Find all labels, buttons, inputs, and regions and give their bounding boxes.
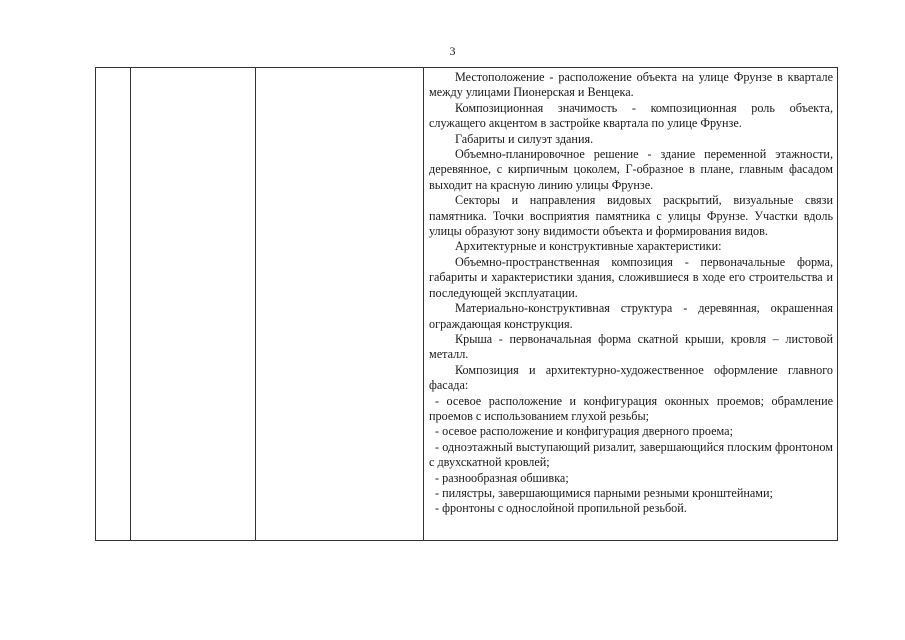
paragraph-material-structure: Материально-конструктивная структура - деревянная, окрашенная ограждающая конструкция.	[429, 301, 833, 331]
page-number: 3	[449, 44, 456, 58]
table-column-divider-3	[423, 68, 424, 540]
table-column-divider-1	[130, 68, 131, 540]
paragraph-view-sectors: Секторы и направления видовых раскрытий, визуальные связи памятника. Точки восприятия памятника с улицы Фрунзе. Участки вдоль улицы образуют зону видимости объекта и формирования видов.	[429, 193, 833, 239]
paragraph-dimensions: Габариты и силуэт здания.	[455, 131, 594, 146]
list-item: - одноэтажный выступающий ризалит, завершающийся плоским фронтоном с двухскатной кровлей;	[429, 439, 833, 470]
document-table	[95, 67, 838, 541]
list-item: - разнообразная обшивка;	[435, 470, 569, 485]
description-cell	[429, 70, 833, 517]
list-item: - фронтоны с однослойной пропильной резьбой.	[435, 501, 687, 516]
list-item: - пилястры, завершающимися парными резными кронштейнами;	[435, 485, 773, 500]
paragraph-spatial-composition: Объемно-пространственная композиция - первоначальные форма, габариты и характеристики здания, сложившиеся в ходе его строительства и последующей эксплуатации.	[429, 254, 833, 300]
paragraph-facade-heading: Композиция и архитектурно-художественное оформление главного фасада:	[429, 362, 833, 393]
paragraph-roof: Крыша - первоначальная форма скатной крыши, кровля – листовой металл.	[429, 331, 833, 362]
list-item: - осевое расположение и конфигурация оконных проемов; обрамление проемов с использованием глухой резьбы;	[429, 393, 833, 423]
paragraph-arch-heading: Архитектурные и конструктивные характеристики:	[455, 239, 722, 254]
list-item: - осевое расположение и конфигурация дверного проема;	[435, 424, 733, 439]
paragraph-composition-significance: Композиционная значимость - композиционная роль объекта, служащего акцентом в застройке квартала по улице Фрунзе.	[429, 100, 833, 131]
paragraph-planning: Объемно-планировочное решение - здание переменной этажности, деревянное, с кирпичным цоколем, Г-образное в плане, главным фасадом выходит на красную линию улицы Фрунзе.	[429, 147, 833, 192]
table-column-divider-2	[255, 68, 256, 540]
paragraph-location: Местоположение - расположение объекта на улице Фрунзе в квартале между улицами Пионерская и Венцека.	[429, 70, 833, 100]
